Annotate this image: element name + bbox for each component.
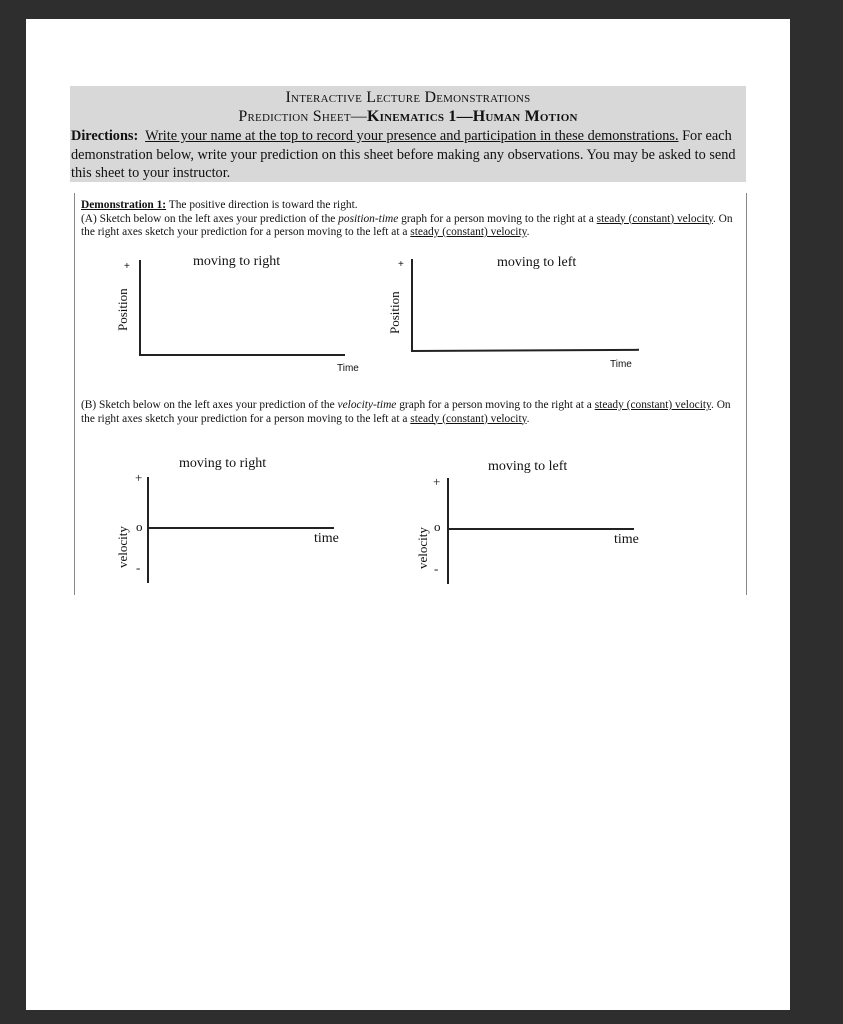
vel-left-title: moving to right: [179, 456, 267, 471]
part-a-text-2: graph for a person moving to the right at a: [398, 212, 597, 225]
pos-right-plus: +: [398, 259, 404, 270]
part-b-text-2: graph for a person moving to the right at a: [396, 399, 595, 411]
subtitle-bold: Kinematics 1—Human Motion: [366, 108, 578, 125]
vel-right-xlabel: time: [614, 532, 639, 547]
demo1-intro: The positive direction is toward the right.: [168, 199, 358, 211]
vel-left-zero: o: [136, 519, 143, 534]
vel-right-minus: -: [434, 561, 439, 576]
part-a-text-1: (A) Sketch below on the left axes your prediction of the: [81, 212, 339, 225]
vel-right-title: moving to left: [488, 459, 568, 474]
vel-left-plus: +: [135, 470, 143, 485]
pos-right-ylabel: Position: [387, 291, 402, 334]
directions-rest: For each demonstration below, write your prediction on this sheet before making any observations. You may be asked to send this sheet to your instructor.: [71, 128, 736, 181]
demonstration-box: [74, 193, 747, 595]
sheet-title: Interactive Lecture Demonstrations: [285, 89, 531, 106]
header-block: [70, 86, 746, 182]
pos-left-x-axis: [139, 354, 345, 356]
vel-right-x-axis: [447, 528, 634, 530]
part-a-underline-2: steady (constant) velocity: [410, 226, 527, 238]
part-a-text-4: .: [526, 226, 530, 238]
demo1-part-b-text: [81, 399, 741, 426]
part-b-underline-2: steady (constant) velocity: [410, 412, 527, 425]
vel-right-zero: o: [434, 519, 441, 534]
part-b-italic: velocity-time: [337, 399, 397, 411]
vel-right-y-axis: [447, 478, 449, 584]
sheet-subtitle: [70, 108, 746, 126]
part-b-text-1: (B) Sketch below on the left axes your prediction of the: [81, 399, 338, 411]
demo1-label: Demonstration 1:: [81, 199, 167, 211]
vel-left-minus: -: [136, 560, 141, 575]
part-a-italic: position-time: [338, 212, 399, 225]
vel-left-ylabel: velocity: [115, 526, 130, 568]
directions-label: Directions:: [71, 128, 139, 144]
part-a-underline-1: steady (constant) velocity: [596, 212, 713, 225]
pos-left-xlabel: Time: [337, 363, 359, 374]
pos-right-y-axis: [411, 259, 413, 352]
vel-left-y-axis: [147, 477, 149, 583]
subtitle-prefix: Prediction Sheet—: [238, 108, 367, 125]
demo1-part-a-text: [81, 199, 741, 240]
document-page: [26, 19, 790, 1010]
pos-right-title: moving to left: [497, 255, 577, 270]
part-b-text-4: .: [526, 412, 530, 425]
pos-left-y-axis: [139, 260, 141, 355]
vel-right-ylabel: velocity: [415, 527, 430, 569]
directions-text: [71, 127, 745, 183]
part-b-text-3: . On the right axes sketch your prediction for a person moving to the left at a: [81, 399, 731, 425]
directions-underlined: Write your name at the top to record your presence and participation in these demonstrations.: [145, 128, 679, 144]
vel-left-xlabel: time: [314, 531, 339, 546]
part-a-text-3: . On the right axes sketch your prediction for a person moving to the left at a: [81, 212, 733, 238]
pos-left-ylabel: Position: [115, 288, 130, 331]
pos-left-plus: +: [124, 261, 130, 272]
pos-right-xlabel: Time: [610, 359, 632, 370]
vel-right-plus: +: [433, 474, 441, 489]
pos-left-title: moving to right: [193, 254, 281, 269]
part-b-underline-1: steady (constant) velocity: [594, 399, 712, 411]
vel-left-x-axis: [147, 527, 334, 529]
